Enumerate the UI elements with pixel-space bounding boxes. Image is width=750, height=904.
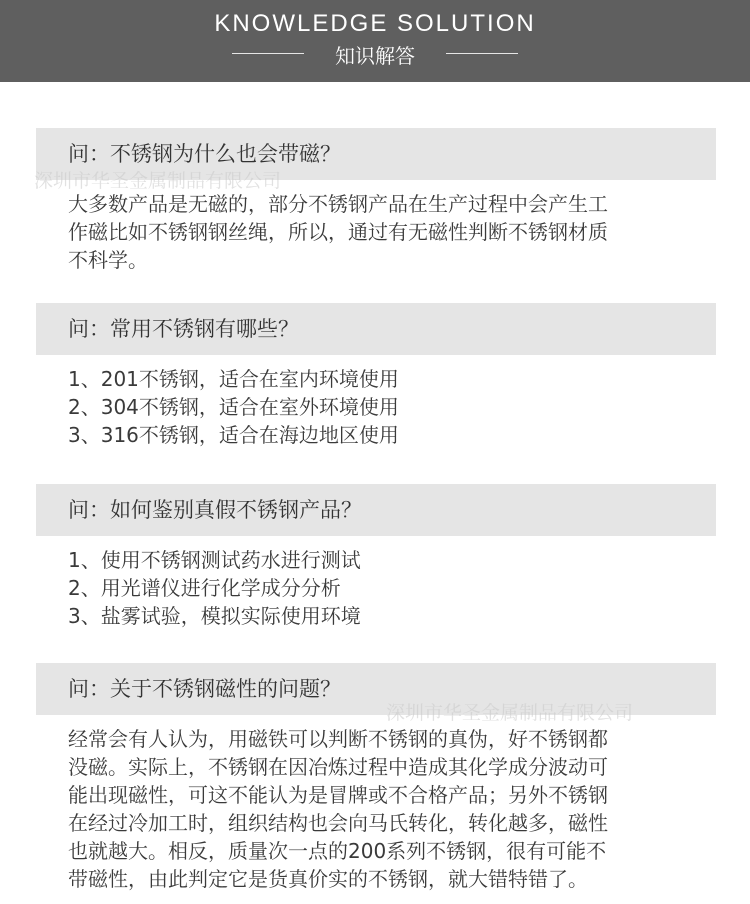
answer-line: 不科学。 bbox=[68, 248, 148, 272]
header-divider-right bbox=[446, 53, 518, 54]
answer-text bbox=[36, 180, 688, 274]
answer-line: 也就越大。相反，质量次一点的200系列不锈钢，很有可能不 bbox=[68, 839, 607, 863]
header-title: KNOWLEDGE SOLUTION bbox=[214, 10, 536, 37]
list-item: 1、使用不锈钢测试药水进行测试 bbox=[68, 548, 361, 572]
answer-line: 带磁性，由此判定它是货真价实的不锈钢，就大错特错了。 bbox=[68, 867, 588, 891]
list-item: 2、用光谱仪进行化学成分分析 bbox=[68, 576, 341, 600]
list-item: 2、304不锈钢，适合在室外环境使用 bbox=[68, 395, 399, 419]
answer-line: 在经过冷加工时，组织结构也会向马氏转化，转化越多，磁性 bbox=[68, 811, 608, 835]
list-item: 3、316不锈钢，适合在海边地区使用 bbox=[68, 423, 399, 447]
header-banner bbox=[0, 0, 750, 82]
list-item: 1、201不锈钢，适合在室内环境使用 bbox=[68, 367, 399, 391]
watermark: 深圳市华圣金属制品有限公司 bbox=[34, 170, 282, 192]
question-bar: 问：不锈钢为什么也会带磁？ bbox=[36, 128, 716, 180]
qa-section-identify-fake bbox=[36, 484, 716, 630]
watermark: 深圳市华圣金属制品有限公司 bbox=[386, 702, 634, 724]
list-item: 3、盐雾试验，模拟实际使用环境 bbox=[68, 604, 361, 628]
question-bar: 问：如何鉴别真假不锈钢产品？ bbox=[36, 484, 716, 536]
header-subtitle: 知识解答 bbox=[335, 44, 415, 68]
answer-line: 作磁比如不锈钢钢丝绳，所以，通过有无磁性判断不锈钢材质 bbox=[68, 220, 608, 244]
answer-line: 能出现磁性，可这不能认为是冒牌或不合格产品；另外不锈钢 bbox=[68, 783, 608, 807]
answer-line: 大多数产品是无磁的，部分不锈钢产品在生产过程中会产生工 bbox=[68, 192, 608, 216]
qa-section-common-types bbox=[36, 303, 716, 449]
qa-section-magnetism bbox=[36, 128, 716, 274]
question-bar: 问：关于不锈钢磁性的问题？ bbox=[36, 663, 716, 715]
answer-list bbox=[36, 536, 688, 630]
answer-line: 经常会有人认为，用磁铁可以判断不锈钢的真伪，好不锈钢都 bbox=[68, 727, 608, 751]
answer-line: 没磁。实际上，不锈钢在因冶炼过程中造成其化学成分波动可 bbox=[68, 755, 608, 779]
answer-list bbox=[36, 355, 688, 449]
question-bar: 问：常用不锈钢有哪些？ bbox=[36, 303, 716, 355]
answer-text bbox=[36, 715, 688, 893]
qa-section-magnetism-issue bbox=[36, 663, 716, 893]
